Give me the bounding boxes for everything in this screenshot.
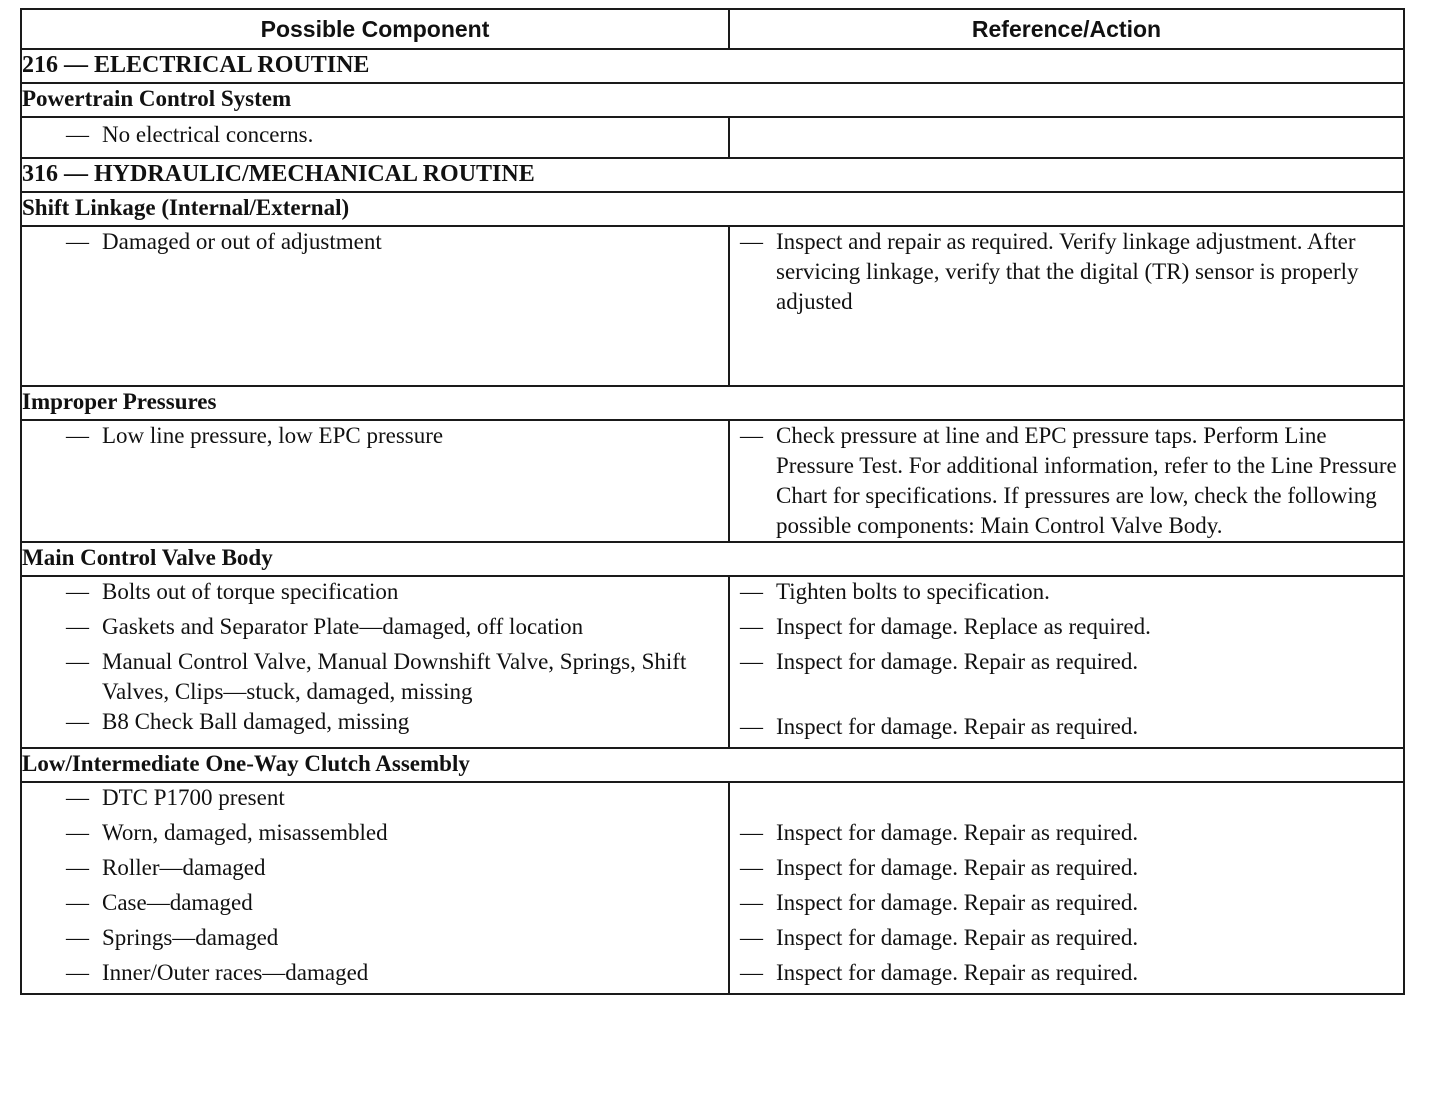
component-text: Springs—damaged: [102, 925, 279, 950]
action-cell: [729, 226, 1404, 386]
list-item: [22, 783, 728, 818]
dash: —: [66, 649, 89, 674]
action-text: Inspect for damage. Replace as required.: [776, 614, 1151, 639]
subsection-shift-linkage: Shift Linkage (Internal/External): [21, 192, 1404, 226]
list-item: [730, 227, 1403, 317]
diagnostic-table: [20, 8, 1405, 995]
dash: —: [66, 890, 89, 915]
list-item: [730, 923, 1403, 958]
list-item: [22, 227, 728, 262]
dash: —: [740, 820, 763, 845]
dash: —: [66, 423, 89, 448]
action-cell: [729, 782, 1404, 994]
component-cell: [21, 576, 729, 748]
list-item: [22, 923, 728, 958]
action-text: Inspect for damage. Repair as required.: [776, 649, 1139, 674]
table-row: [21, 226, 1404, 386]
action-spacer: [730, 783, 1403, 818]
dash: —: [740, 649, 763, 674]
list-item: [730, 647, 1403, 712]
header-reference-action: Reference/Action: [729, 9, 1404, 49]
component-text: Gaskets and Separator Plate—damaged, off location: [102, 614, 584, 639]
action-cell: [729, 117, 1404, 158]
component-cell: [21, 226, 729, 386]
table-row: [21, 782, 1404, 994]
subsection-main-control-valve-body: Main Control Valve Body: [21, 542, 1404, 576]
dash: —: [66, 229, 89, 254]
section-row: [21, 49, 1404, 83]
list-item: [730, 421, 1403, 541]
action-text: Inspect for damage. Repair as required.: [776, 890, 1139, 915]
list-item: [730, 612, 1403, 647]
dash: —: [66, 855, 89, 880]
action-text: Check pressure at line and EPC pressure taps. Perform Line Pressure Test. For additional information, refer to the Line Pressure Chart for specifications. If pressures are low, check the following possible components: Main Control Valve Body.: [776, 423, 1397, 538]
dash: —: [740, 614, 763, 639]
list-item: [22, 888, 728, 923]
dash: —: [740, 925, 763, 950]
subsection-row: [21, 748, 1404, 782]
section-row: [21, 158, 1404, 192]
table-row: [21, 117, 1404, 158]
dash: —: [66, 614, 89, 639]
subsection-row: [21, 542, 1404, 576]
dash: —: [66, 709, 89, 734]
list-item: [730, 577, 1403, 612]
table-row: [21, 420, 1404, 542]
list-item: [730, 888, 1403, 923]
list-item: [22, 577, 728, 612]
dash: —: [66, 925, 89, 950]
list-item: [730, 853, 1403, 888]
subsection-improper-pressures: Improper Pressures: [21, 386, 1404, 420]
dash: —: [740, 890, 763, 915]
header-row: [21, 9, 1404, 49]
list-item: [22, 120, 728, 155]
dash: —: [740, 960, 763, 985]
header-possible-component: Possible Component: [21, 9, 729, 49]
component-text: Roller—damaged: [102, 855, 266, 880]
action-text: Inspect for damage. Repair as required.: [776, 820, 1139, 845]
subsection-one-way-clutch: Low/Intermediate One-Way Clutch Assembly: [21, 748, 1404, 782]
list-item: [22, 647, 728, 707]
dash: —: [740, 229, 763, 254]
subsection-powertrain-control: Powertrain Control System: [21, 83, 1404, 117]
component-text: Worn, damaged, misassembled: [102, 820, 388, 845]
dash: —: [66, 960, 89, 985]
dash: —: [66, 785, 89, 810]
list-item: [22, 612, 728, 647]
dash: —: [740, 855, 763, 880]
list-item: [730, 818, 1403, 853]
component-cell: [21, 420, 729, 542]
dash: —: [66, 820, 89, 845]
table-row: [21, 576, 1404, 748]
list-item: [22, 421, 728, 456]
section-hydraulic-routine: 316 — HYDRAULIC/MECHANICAL ROUTINE: [21, 158, 1404, 192]
component-text: DTC P1700 present: [102, 785, 285, 810]
dash: —: [740, 579, 763, 604]
list-item: [22, 958, 728, 993]
dash: —: [740, 423, 763, 448]
subsection-row: [21, 386, 1404, 420]
list-item: [22, 853, 728, 888]
dash: —: [66, 122, 89, 147]
component-text: Manual Control Valve, Manual Downshift Valve, Springs, Shift Valves, Clips—stuck, damaged, missing: [102, 649, 687, 704]
component-text: B8 Check Ball damaged, missing: [102, 709, 410, 734]
subsection-row: [21, 83, 1404, 117]
action-text: Inspect for damage. Repair as required.: [776, 925, 1139, 950]
section-electrical-routine: 216 — ELECTRICAL ROUTINE: [21, 49, 1404, 83]
component-text: No electrical concerns.: [102, 122, 314, 147]
list-item: [22, 707, 728, 742]
component-cell: [21, 782, 729, 994]
dash: —: [740, 714, 763, 739]
action-cell: [729, 420, 1404, 542]
action-cell: [729, 576, 1404, 748]
component-text: Damaged or out of adjustment: [102, 229, 382, 254]
list-item: [22, 818, 728, 853]
action-text: Tighten bolts to specification.: [776, 579, 1050, 604]
action-text: Inspect for damage. Repair as required.: [776, 960, 1139, 985]
dash: —: [66, 579, 89, 604]
action-text: Inspect for damage. Repair as required.: [776, 714, 1139, 739]
subsection-row: [21, 192, 1404, 226]
action-text: Inspect for damage. Repair as required.: [776, 855, 1139, 880]
component-text: Bolts out of torque specification: [102, 579, 399, 604]
component-cell: [21, 117, 729, 158]
component-text: Case—damaged: [102, 890, 253, 915]
component-text: Inner/Outer races—damaged: [102, 960, 369, 985]
list-item: [730, 712, 1403, 747]
action-text: Inspect and repair as required. Verify linkage adjustment. After servicing linkage, verify that the digital (TR) sensor is properly adjusted: [776, 229, 1359, 314]
component-text: Low line pressure, low EPC pressure: [102, 423, 444, 448]
list-item: [730, 958, 1403, 993]
